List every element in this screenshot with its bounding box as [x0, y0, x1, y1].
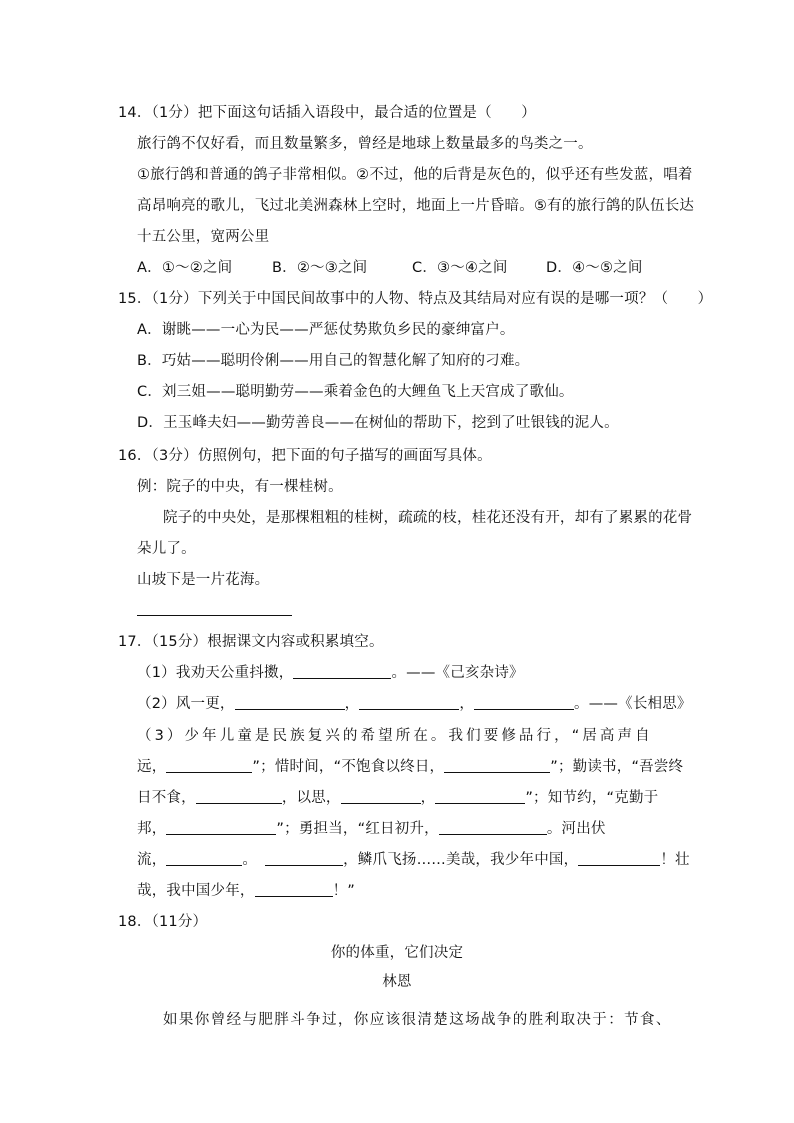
q14-paragraph-line-1: ①旅行鸽和普通的鸽子非常相似。②不过，他的后背是灰色的，似乎还有些发蓝，唱着: [137, 167, 693, 183]
q17-blank-13[interactable]: [265, 851, 343, 866]
q17-item-1-text-a: （1）我劝天公重抖擞，: [137, 665, 294, 681]
q17-line2-text-b: ”；惜时间，“不饱食以终日，: [252, 759, 445, 775]
q14-stem: 14．（1分）把下面这句话插入语段中，最合适的位置是（ ）: [118, 105, 536, 121]
q16-task: 山坡下是一片花海。: [137, 572, 270, 588]
q17-blank-5[interactable]: [166, 758, 252, 773]
q16-model-line-1: 院子的中央处，是那棵粗粗的桂树，疏疏的枝，桂花还没有开，却有了累累的花骨: [163, 510, 693, 526]
q17-blank-2[interactable]: [235, 695, 345, 710]
q17-line4-text-c: 。河出伏: [546, 821, 606, 837]
q17-line3-text-d: ”；知节约，“克勤于: [525, 790, 659, 806]
q17-blank-9[interactable]: [435, 789, 525, 804]
q17-item-3-line-4: [137, 819, 606, 839]
q17-item-3-line-6: [137, 881, 355, 901]
q17-item-3-line-1: （3）少年儿童是民族复兴的希望所在。我们要修品行，“居高声自: [137, 728, 653, 744]
q14-option-a[interactable]: A．①～②之间: [137, 260, 233, 276]
q16-answer-line[interactable]: [137, 614, 292, 616]
q16-model-line-2: 朵儿了。: [137, 541, 196, 557]
q17-item-2-text-a: （2）风一更，: [137, 696, 235, 712]
q16-stem: 16．（3分）仿照例句，把下面的句子描写的画面写具体。: [118, 448, 492, 464]
q15-stem: 15．（1分）下列关于中国民间故事中的人物、特点及其结局对应有误的是哪一项？（ ）: [118, 291, 713, 307]
q14-option-d[interactable]: D．④～⑤之间: [546, 260, 643, 276]
q17-line4-text-b: ”；勇担当，“红日初升，: [276, 821, 439, 837]
q18-article-title: 你的体重，它们决定: [330, 945, 464, 961]
q17-blank-1[interactable]: [293, 664, 391, 679]
q17-blank-10[interactable]: [166, 820, 276, 835]
q17-line5-text-d: ！壮: [660, 852, 690, 868]
q17-line5-text-a: 流，: [137, 852, 167, 868]
q17-blank-14[interactable]: [578, 851, 660, 866]
q17-blank-6[interactable]: [444, 758, 550, 773]
q17-blank-15[interactable]: [255, 882, 333, 897]
q17-line3-text-c: ，: [420, 790, 436, 806]
q17-item-3-line-2: [137, 757, 683, 777]
q17-item-2-text-b: ，: [344, 696, 360, 712]
q17-blank-11[interactable]: [439, 820, 547, 835]
q15-option-c[interactable]: C．刘三姐——聪明勤劳——乘着金色的大鲤鱼飞上天宫成了歌仙。: [137, 384, 574, 400]
q17-item-2: [137, 694, 692, 714]
q17-line5-text-b: 。: [242, 852, 258, 868]
q17-item-3-line-3: [137, 788, 658, 808]
q16-example: 例：院子的中央，有一棵桂树。: [137, 479, 343, 495]
q17-item-2-text-d: 。——《长相思》: [574, 696, 692, 712]
q17-line4-text-a: 邦，: [137, 821, 167, 837]
q17-line5-text-c: ，鳞爪飞扬……美哉，我少年中国，: [343, 852, 579, 868]
q17-line3-text-b: ，以思，: [281, 790, 341, 806]
q14-option-b[interactable]: B．②～③之间: [272, 260, 368, 276]
q15-option-d[interactable]: D．王玉峰夫妇——勤劳善良——在树仙的帮助下，挖到了吐银钱的泥人。: [137, 415, 619, 431]
q15-option-b[interactable]: B．巧姑——聪明伶俐——用自己的智慧化解了知府的刁难。: [137, 353, 530, 369]
q18-stem: 18．（11分）: [118, 914, 208, 930]
q17-blank-7[interactable]: [196, 789, 282, 804]
q17-line6-text-a: 哉，我中国少年，: [137, 883, 255, 899]
q15-option-a[interactable]: A．谢眺——一心为民——严惩仗势欺负乡民的豪绅富户。: [137, 322, 515, 338]
q17-item-1: [137, 663, 524, 683]
q17-blank-4[interactable]: [474, 695, 574, 710]
q17-blank-3[interactable]: [359, 695, 459, 710]
q17-line2-text-a: 远，: [137, 759, 167, 775]
q17-line3-text-a: 日不食，: [137, 790, 196, 806]
q17-line2-text-c: ”；勤读书，“吾尝终: [550, 759, 684, 775]
q18-article-author: 林恩: [382, 974, 412, 990]
q14-paragraph-line-2: 高昂响亮的歌儿，飞过北美洲森林上空时，地面上一片昏暗。⑤有的旅行鸽的队伍长达: [137, 198, 695, 214]
q17-item-3-line-5: [137, 850, 690, 870]
q14-option-c[interactable]: C．③～④之间: [412, 260, 508, 276]
q14-sentence: 旅行鸽不仅好看，而且数量繁多，曾经是地球上数量最多的鸟类之一。: [137, 136, 593, 152]
q14-paragraph-line-3: 十五公里，宽两公里: [137, 229, 270, 245]
q17-line6-text-b: ！”: [332, 883, 356, 899]
q17-blank-8[interactable]: [341, 789, 421, 804]
q17-stem: 17．（15分）根据课文内容或积累填空。: [118, 634, 384, 650]
q18-article-paragraph-1: 如果你曾经与肥胖斗争过，你应该很清楚这场战争的胜利取决于：节食、: [163, 1012, 672, 1028]
q17-blank-12[interactable]: [166, 851, 242, 866]
q17-item-1-text-b: 。——《己亥杂诗》: [391, 665, 524, 681]
q17-item-2-text-c: ，: [459, 696, 475, 712]
